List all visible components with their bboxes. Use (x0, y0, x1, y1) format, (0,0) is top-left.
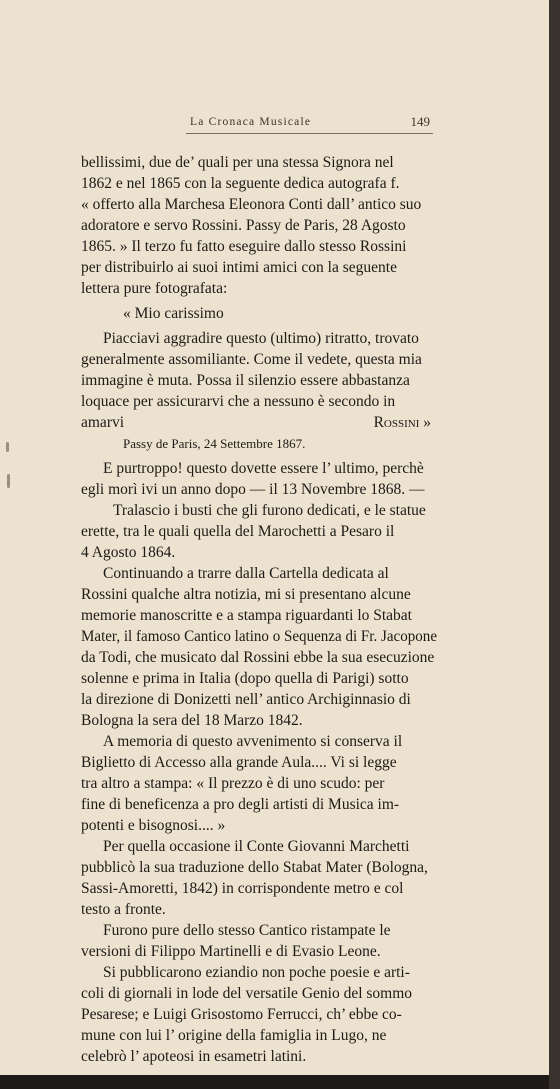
text-line-content: potenti e bisognosi.... » (81, 817, 226, 834)
text-line-content: adoratore e servo Rossini. Passy de Paris, 28 Agosto (81, 217, 406, 234)
text-line-content: da Todi, che musicato dal Rossini ebbe la sua esecuzione (81, 649, 435, 666)
text-line-content: solenne e prima in Italia (dopo quella di Parigi) sotto (81, 670, 409, 687)
text-line-content: A memoria di questo avvenimento si conserva il (103, 733, 403, 750)
text-line (81, 257, 437, 278)
text-line (81, 941, 437, 962)
text-line-content: testo a fronte. (81, 901, 166, 918)
text-line (81, 1004, 437, 1025)
page-edge-shadow (549, 0, 560, 1089)
text-line (81, 1025, 437, 1046)
text-line-content: celebrò l’ apoteosi in esametri latini. (81, 1048, 307, 1065)
text-line (81, 500, 437, 521)
text-line-content: bellissimi, due de’ quali per una stessa Signora nel (81, 154, 394, 171)
running-title: La Cronaca Musicale (190, 116, 312, 128)
text-line (81, 794, 437, 815)
text-line-content: immagine è muta. Possa il silenzio essere abbastanza (81, 372, 410, 389)
text-line (81, 626, 437, 647)
text-line (81, 710, 437, 731)
text-line (81, 328, 437, 349)
text-line (81, 433, 437, 454)
text-line-content: tra altro a stampa: « Il prezzo è di uno scudo: per (81, 775, 385, 792)
text-line (81, 152, 437, 173)
text-line (81, 689, 437, 710)
text-line (81, 521, 437, 542)
text-line-content: amarvi (81, 414, 125, 431)
text-line (81, 899, 437, 920)
text-line (81, 303, 437, 324)
letter-signature: Rossini » (373, 414, 431, 431)
text-line (81, 391, 437, 412)
text-line-content: Passy de Paris, 24 Settembre 1867. (123, 436, 306, 451)
text-line (81, 752, 437, 773)
text-line-content: mune con lui l’ origine della famiglia in Lugo, ne (81, 1027, 387, 1044)
text-line (81, 731, 437, 752)
page-number: 149 (410, 114, 430, 129)
text-line-content: 1865. » Il terzo fu fatto eseguire dallo stesso Rossini (81, 238, 407, 255)
text-line (81, 458, 437, 479)
text-line-content: 1862 e nel 1865 con la seguente dedica autografa f. (81, 175, 400, 192)
text-line (81, 584, 437, 605)
text-line-content: versioni di Filippo Martinelli e di Evasio Leone. (81, 943, 381, 960)
text-line (81, 1046, 437, 1067)
text-line (81, 412, 437, 433)
text-line (81, 647, 437, 668)
text-line (81, 668, 437, 689)
running-header (190, 116, 430, 132)
page-blemish (7, 474, 10, 488)
text-line-content: la direzione di Donizetti nell’ antico Archiginnasio di (81, 691, 411, 708)
text-line (81, 278, 437, 299)
text-line (81, 236, 437, 257)
text-line (81, 542, 437, 563)
text-line-content: Piacciavi aggradire questo (ultimo) ritratto, trovato (103, 330, 419, 347)
text-line-content: Continuando a trarre dalla Cartella dedicata al (103, 565, 389, 582)
text-line-content: « Mio carissimo (123, 305, 224, 322)
text-line-content: E purtroppo! questo dovette essere l’ ultimo, perchè (103, 460, 424, 477)
text-line (81, 857, 437, 878)
text-line-content: loquace per assicurarvi che a nessuno è secondo in (81, 393, 396, 410)
text-line-content: pubblicò la sua traduzione dello Stabat Mater (Bologna, (81, 859, 428, 876)
text-line-content: erette, tra le quali quella del Marochetti a Pesaro il (81, 523, 395, 540)
text-line (81, 836, 437, 857)
text-line-content: generalmente assomiliante. Come il vedete, questa mia (81, 351, 422, 368)
text-line-content: Mater, il famoso Cantico latino o Sequenza di Fr. Jacopone (81, 628, 438, 645)
text-line-content: Si pubblicarono eziandio non poche poesie e arti- (103, 964, 410, 981)
scan-bottom-border (0, 1075, 549, 1089)
text-line-content: fine di beneficenza a pro degli artisti di Musica im- (81, 796, 400, 813)
header-rule (186, 133, 433, 134)
text-line-content: Per quella occasione il Conte Giovanni Marchetti (103, 838, 410, 855)
page-blemish (6, 442, 9, 452)
text-line (81, 194, 437, 215)
text-line-content: Furono pure dello stesso Cantico ristampate le (103, 922, 391, 939)
text-line (81, 983, 437, 1004)
text-line (81, 773, 437, 794)
body-text (81, 152, 437, 1067)
text-line-content: Rossini qualche altra notizia, mi si presentano alcune (81, 586, 411, 603)
text-line-content: Biglietto di Accesso alla grande Aula.... Vi si legge (81, 754, 397, 771)
text-line (81, 962, 437, 983)
text-line-content: per distribuirlo ai suoi intimi amici con la seguente (81, 259, 397, 276)
text-line-content: Tralascio i busti che gli furono dedicati, e le statue (113, 502, 426, 519)
text-line-content: 4 Agosto 1864. (81, 544, 176, 561)
text-line-content: Pesarese; e Luigi Grisostomo Ferrucci, ch’ ebbe co- (81, 1006, 402, 1023)
text-line (81, 605, 437, 626)
text-line-content: « offerto alla Marchesa Eleonora Conti dall’ antico suo (81, 196, 422, 213)
text-line-content: Sassi-Amoretti, 1842) in corrispondente metro e col (81, 880, 404, 897)
text-line (81, 815, 437, 836)
text-line-content: egli morì ivi un anno dopo — il 13 Novembre 1868. — (81, 481, 425, 498)
text-line-content: coli di giornali in lode del versatile Genio del sommo (81, 985, 413, 1002)
text-line-content: lettera pure fotografata: (81, 280, 228, 297)
text-line (81, 878, 437, 899)
text-line-content: memorie manoscritte e a stampa riguardanti lo Stabat (81, 607, 412, 624)
text-line (81, 349, 437, 370)
text-line-content: Bologna la sera del 18 Marzo 1842. (81, 712, 303, 729)
text-line (81, 173, 437, 194)
text-line (81, 563, 437, 584)
text-line (81, 370, 437, 391)
text-line (81, 479, 437, 500)
text-line (81, 215, 437, 236)
text-line (81, 920, 437, 941)
